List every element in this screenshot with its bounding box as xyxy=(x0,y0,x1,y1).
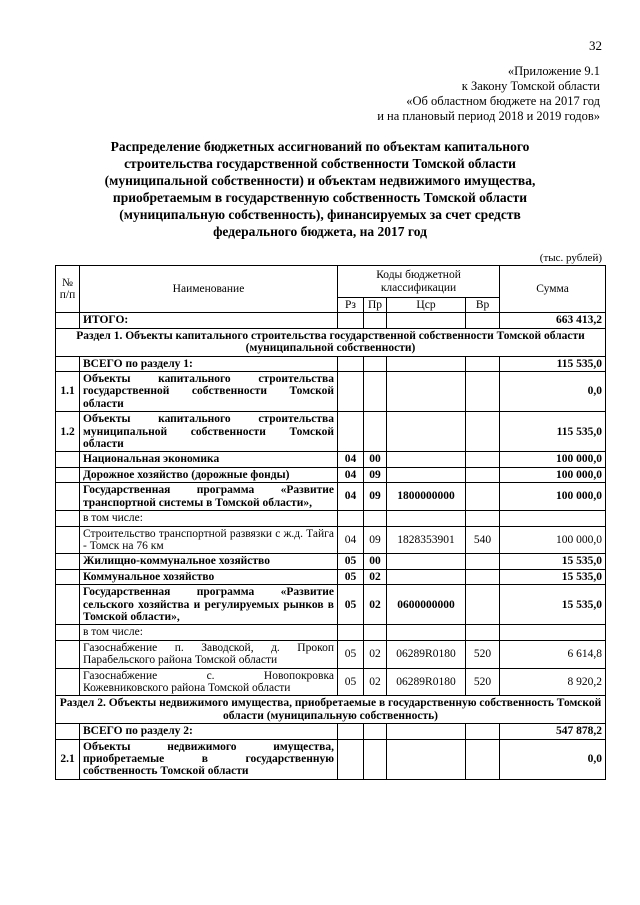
row-rz: 05 xyxy=(338,569,364,584)
row-sum: 15 535,0 xyxy=(500,554,606,569)
table-row xyxy=(56,625,606,640)
row-pr: 09 xyxy=(364,467,387,482)
header-num: № п/п xyxy=(56,266,80,313)
row-pr: 02 xyxy=(364,585,387,625)
row-name: в том числе: xyxy=(80,511,338,526)
row-pr: 02 xyxy=(364,668,387,696)
row-rz: 05 xyxy=(338,668,364,696)
row-pr: 00 xyxy=(364,452,387,467)
table-row xyxy=(56,554,606,569)
section-1-total-row xyxy=(56,356,606,371)
total-row xyxy=(56,313,606,328)
row-name-line: Кожевниковского района Томской области xyxy=(83,681,291,694)
table-row xyxy=(56,483,606,511)
row-name: Объекты капитального строительства муниципальной собственности Томской области xyxy=(80,412,338,452)
row-pr: 09 xyxy=(364,483,387,511)
row-rz: 04 xyxy=(338,452,364,467)
header-rz: Рз xyxy=(338,298,364,313)
row-rz: 05 xyxy=(338,640,364,668)
annex-line: к Закону Томской области xyxy=(461,79,600,93)
row-pr: 00 xyxy=(364,554,387,569)
table-row xyxy=(56,739,606,779)
section-2-row xyxy=(56,696,606,724)
table-row xyxy=(56,452,606,467)
annex-line: и на плановый период 2018 и 2019 годов» xyxy=(377,109,600,123)
row-name: в том числе: xyxy=(80,625,338,640)
annex-header xyxy=(280,64,600,124)
row-name: Объекты капитального строительства государственной собственности Томской области xyxy=(80,372,338,412)
row-vr: 520 xyxy=(466,640,500,668)
title-line: Распределение бюджетных ассигнований по объектам капитального xyxy=(110,139,530,154)
row-name: Жилищно-коммунальное хозяйство xyxy=(80,554,338,569)
row-rz: 04 xyxy=(338,483,364,511)
annex-line: «Приложение 9.1 xyxy=(507,64,600,78)
header-row xyxy=(56,266,606,298)
section-2-title: Раздел 2. Объекты недвижимого имущества, приобретаемые в государственную собственность Томской области (муниципальную собственность) xyxy=(56,696,606,724)
row-sum: 115 535,0 xyxy=(500,412,606,452)
header-csr: Цср xyxy=(387,298,466,313)
section-1-row xyxy=(56,328,606,356)
row-rz: 05 xyxy=(338,554,364,569)
row-vr: 540 xyxy=(466,526,500,554)
table-row xyxy=(56,412,606,452)
row-csr: 1828353901 xyxy=(387,526,466,554)
row-name: Национальная экономика xyxy=(80,452,338,467)
header-codes: Коды бюджетной классификации xyxy=(338,266,500,298)
row-name: Коммунальное хозяйство xyxy=(80,569,338,584)
table-row xyxy=(56,668,606,696)
row-rz: 04 xyxy=(338,526,364,554)
total-sum: 663 413,2 xyxy=(500,313,606,328)
row-name: Объекты недвижимого имущества, приобретаемые в государственную собственность Томской области xyxy=(80,739,338,779)
row-sum: 0,0 xyxy=(500,372,606,412)
row-rz: 04 xyxy=(338,467,364,482)
table-row xyxy=(56,585,606,625)
table-row xyxy=(56,569,606,584)
row-sum: 100 000,0 xyxy=(500,467,606,482)
title-line: приобретаемым в государственную собственность Томской области xyxy=(112,190,528,205)
title-line: строительства государственной собственности Томской области xyxy=(124,156,516,171)
units-note: (тыс. рублей) xyxy=(539,252,602,264)
section-1-total-label: ВСЕГО по разделу 1: xyxy=(80,356,338,371)
budget-table xyxy=(55,265,606,780)
row-sum: 100 000,0 xyxy=(500,483,606,511)
row-name: Дорожное хозяйство (дорожные фонды) xyxy=(80,467,338,482)
row-num: 1.2 xyxy=(56,412,80,452)
row-name: Государственная программа «Развитие транспортной системы в Томской области», xyxy=(80,483,338,511)
row-sum: 0,0 xyxy=(500,739,606,779)
row-pr: 09 xyxy=(364,526,387,554)
table-row xyxy=(56,372,606,412)
row-name xyxy=(80,640,338,668)
row-pr: 02 xyxy=(364,640,387,668)
row-name: Государственная программа «Развитие сельского хозяйства и регулируемых рынков в Томской области», xyxy=(80,585,338,625)
table-row xyxy=(56,640,606,668)
section-1-title: Раздел 1. Объекты капитального строительства государственной собственности Томской области (муниципальной собственности) xyxy=(56,328,606,356)
row-num: 2.1 xyxy=(56,739,80,779)
row-sum: 8 920,2 xyxy=(500,668,606,696)
row-sum: 15 535,0 xyxy=(500,569,606,584)
annex-line: «Об областном бюджете на 2017 год xyxy=(406,94,600,108)
row-name-line: Газоснабжение п. Заводской, д. Прокоп xyxy=(83,641,334,654)
row-sum: 100 000,0 xyxy=(500,526,606,554)
table-row xyxy=(56,526,606,554)
header-vr: Вр xyxy=(466,298,500,313)
row-sum: 100 000,0 xyxy=(500,452,606,467)
page-number: 32 xyxy=(589,38,602,53)
header-name: Наименование xyxy=(80,266,338,313)
section-2-total-label: ВСЕГО по разделу 2: xyxy=(80,724,338,739)
row-csr: 1800000000 xyxy=(387,483,466,511)
title-line: федерального бюджета, на 2017 год xyxy=(213,224,427,239)
header-sum: Сумма xyxy=(500,266,606,313)
section-1-total-sum: 115 535,0 xyxy=(500,356,606,371)
header-pr: Пр xyxy=(364,298,387,313)
table-row xyxy=(56,511,606,526)
row-name xyxy=(80,668,338,696)
row-sum: 15 535,0 xyxy=(500,585,606,625)
row-name-line: Парабельского района Томской области xyxy=(83,654,278,667)
row-csr: 0600000000 xyxy=(387,585,466,625)
row-name-line: Газоснабжение с. Новопокровка xyxy=(83,669,334,682)
row-csr: 06289R0180 xyxy=(387,668,466,696)
row-sum: 6 614,8 xyxy=(500,640,606,668)
total-label: ИТОГО: xyxy=(80,313,338,328)
title-line: (муниципальной собственности) и объектам недвижимого имущества, xyxy=(104,173,536,188)
document-title xyxy=(80,138,560,240)
row-name: Строительство транспортной развязки с ж.д. Тайга - Томск на 76 км xyxy=(80,526,338,554)
row-pr: 02 xyxy=(364,569,387,584)
table-row xyxy=(56,467,606,482)
title-line: (муниципальную собственность), финансируемых за счет средств xyxy=(119,207,521,222)
row-rz: 05 xyxy=(338,585,364,625)
section-2-total-row xyxy=(56,724,606,739)
section-2-total-sum: 547 878,2 xyxy=(500,724,606,739)
row-vr: 520 xyxy=(466,668,500,696)
row-num: 1.1 xyxy=(56,372,80,412)
row-csr: 06289R0180 xyxy=(387,640,466,668)
